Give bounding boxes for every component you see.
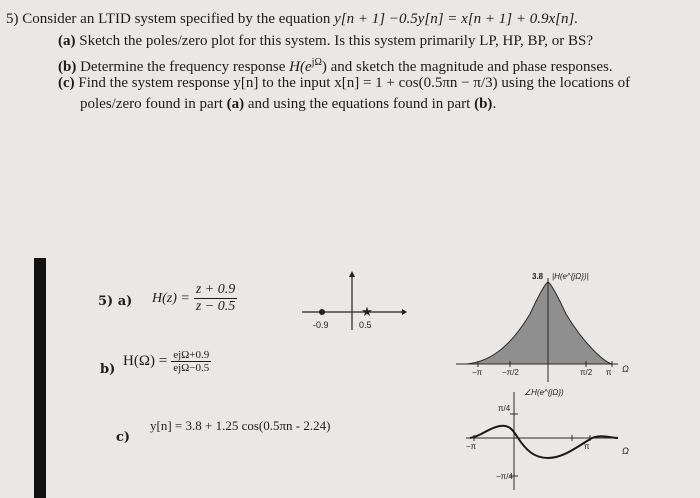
hw-lhs: H(Ω) = — [123, 353, 168, 369]
part-c-cont — [80, 95, 496, 114]
phase-plot — [452, 386, 620, 494]
mag-tick-pi: π — [606, 368, 612, 377]
phase-right: π — [584, 442, 590, 451]
part-c-text-4: . — [492, 96, 497, 112]
problem-number: 5) — [6, 11, 19, 27]
phase-axis-omega: Ω — [622, 446, 629, 456]
part-c-label: (c) — [58, 75, 75, 91]
mag-tick-minus-pi: −π — [472, 368, 483, 377]
part-a-text: Sketch the poles/zero plot for this system. Is this system primarily LP, HP, BP, or BS? — [79, 33, 593, 49]
part-c-text-3: and using the equations found in part — [247, 96, 471, 112]
part-a-label: (a) — [58, 33, 76, 49]
hw-denominator: ejΩ−0.5 — [173, 362, 210, 374]
problem-equation: y[n + 1] −0.5y[n] = x[n + 1] + 0.9x[n]. — [334, 11, 579, 27]
hw-equation — [123, 349, 211, 374]
phase-curve — [470, 426, 618, 458]
mag-axis-omega: Ω — [622, 364, 629, 374]
part-b-text-1: Determine the frequency response — [80, 59, 286, 75]
phase-title: ∠H(e^{jΩ}) — [524, 388, 564, 397]
part-c-ref-b: (b) — [474, 96, 493, 112]
label-b: b) — [100, 362, 116, 377]
hz-denominator: z − 0.5 — [195, 299, 236, 314]
part-b-label: (b) — [58, 59, 77, 75]
label-5a: 5) a) — [98, 294, 133, 309]
zero-label: -0.9 — [313, 320, 329, 330]
part-c-text-2: poles/zero found in part — [80, 96, 223, 112]
hw-numerator: ejΩ+0.9 — [173, 349, 210, 361]
hz-numerator: z + 0.9 — [195, 282, 236, 297]
part-b-sup: jΩ — [311, 57, 322, 68]
mag-peak-label: 3.8 — [532, 272, 544, 281]
margin-bar — [34, 258, 46, 498]
hz-lhs: H(z) = — [152, 290, 190, 306]
phase-tick-pos: π/4 — [498, 404, 511, 413]
magnitude-curve — [466, 282, 612, 364]
phase-tick-neg: −π/4 — [496, 472, 513, 481]
pole-marker: ★ — [361, 304, 373, 319]
problem-intro: Consider an LTID system specified by the equation — [22, 11, 331, 27]
part-c — [58, 74, 630, 93]
phase-left: −π — [466, 442, 477, 451]
mag-tick-minus-half-pi: −π/2 — [502, 368, 519, 377]
problem-line-1 — [6, 10, 578, 29]
mag-title: |H(e^{jΩ})| — [552, 272, 589, 281]
zero-marker — [319, 309, 325, 315]
pole-label: 0.5 — [359, 320, 372, 330]
part-c-ref-a: (a) — [226, 96, 245, 112]
part-b-func: H(e — [289, 59, 312, 75]
hz-equation — [152, 282, 237, 315]
part-c-text-1: Find the system response y[n] to the input x[n] = 1 + cos(0.5πn − π/3) using the locations of — [78, 75, 631, 91]
yn-result: y[n] = 3.8 + 1.25 cos(0.5πn - 2.24) — [150, 418, 331, 433]
part-b-text-2: ) and sketch the magnitude and phase responses. — [321, 59, 613, 75]
mag-tick-half-pi: π/2 — [580, 368, 593, 377]
label-c: c) — [116, 430, 131, 445]
part-a — [58, 32, 593, 51]
